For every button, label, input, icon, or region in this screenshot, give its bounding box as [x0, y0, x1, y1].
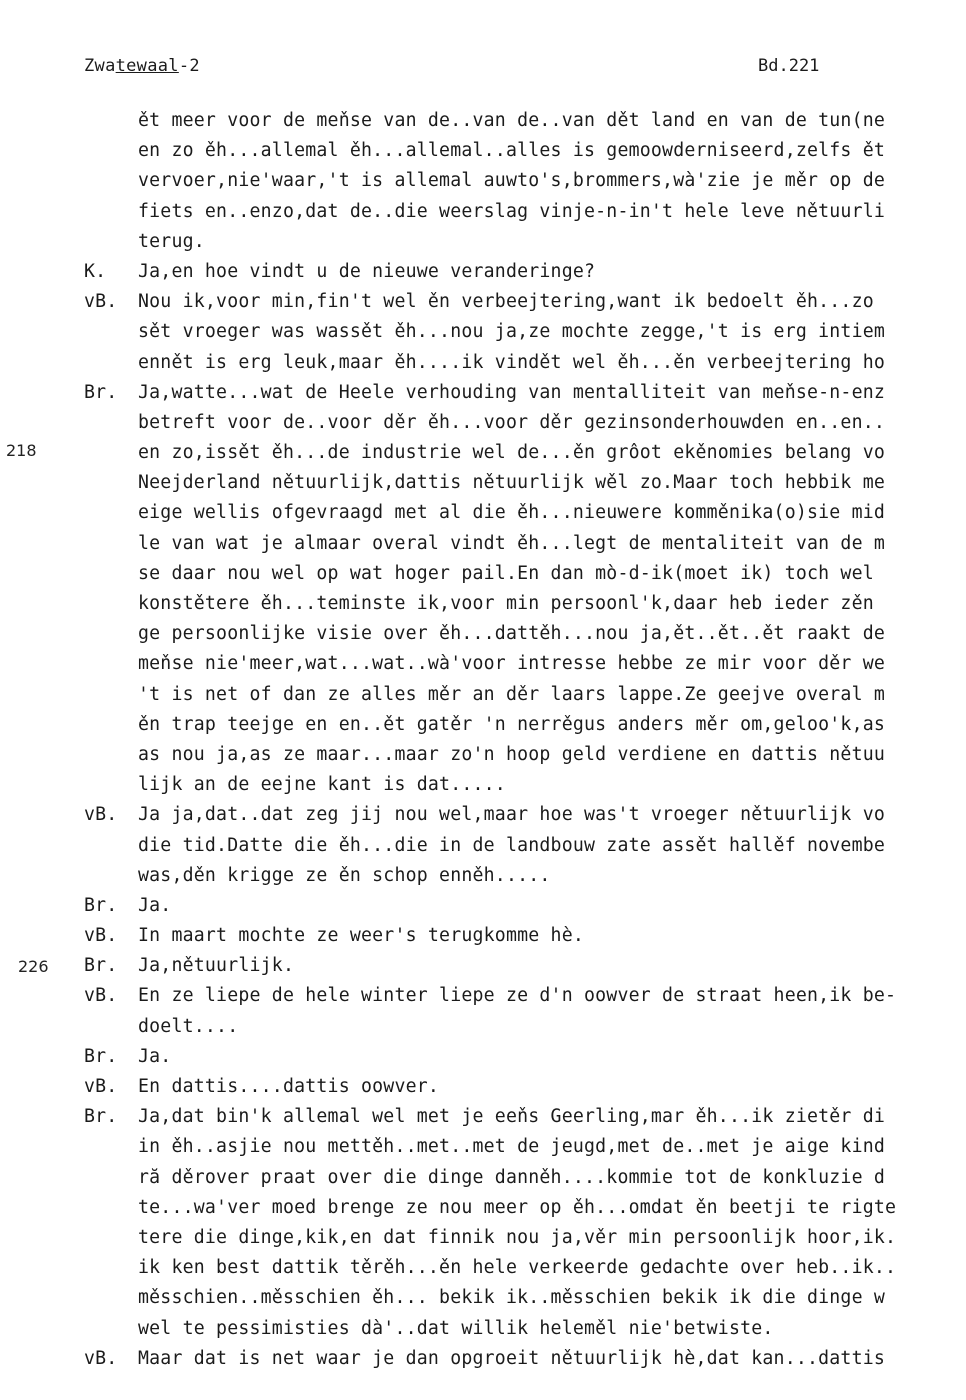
line-text: konstětere ěh...teminste ik,voor min persoonl'k,daar heb ieder zěn — [138, 593, 874, 614]
transcript-line — [84, 619, 966, 649]
transcript-line — [84, 770, 966, 800]
document-title-underlined: tewaal — [115, 56, 179, 76]
line-text: meňse nie'meer,wat...wat..wà'voor intresse hebbe ze mir voor děr we — [138, 653, 886, 675]
line-text: 't is net of dan ze alles měr an děr laars lappe.Ze geejve overal m — [138, 683, 886, 705]
transcript-line — [84, 1042, 966, 1072]
margin-line-number: 226 — [18, 957, 49, 976]
transcript-line — [84, 1193, 966, 1223]
line-text: En ze liepe de hele winter liepe ze d'n oowver de straat heen,ik be- — [138, 985, 897, 1007]
line-text: lijk an de eejne kant is dat..... — [138, 774, 506, 796]
speaker-label: Br. — [84, 1045, 118, 1067]
transcript-line — [84, 166, 966, 196]
line-text: betreft voor de..voor děr ěh...voor děr gezinsonderhouwden en..en.. — [138, 411, 886, 433]
line-text: terug. — [138, 230, 205, 252]
line-text: fiets en..enzo,dat de..die weerslag vinje-n-in't hele leve nětuurli — [138, 200, 886, 222]
transcript-line — [84, 136, 966, 166]
line-text: Nou ik,voor min,fin't wel ěn verbeejtering,want ik bedoelt ěh...zo — [138, 291, 874, 313]
transcript-line — [84, 1132, 966, 1162]
line-text: In maart mochte ze weer's terugkomme hè. — [138, 925, 584, 947]
document-title — [84, 56, 200, 76]
transcript-line — [84, 680, 966, 710]
line-text: tere die dinge,kik,en dat finnik nou ja,věr min persoonlijk hoor,ik. — [138, 1226, 897, 1248]
line-text: Ja,watte...wat de Heele verhouding van mentalliteit van meňse-n-enz — [138, 381, 886, 403]
transcript-line — [84, 468, 966, 498]
transcript-line — [84, 891, 966, 921]
transcript-line — [84, 589, 966, 619]
speaker-label: vB. — [84, 291, 118, 313]
line-text: en zo ěh...allemal ěh...allemal..alles is gemoowderniseerd,zelfs ět — [138, 140, 886, 162]
line-text: eige wellis ofgevraagd met al die ěh...nieuwere komměnika(o)sie mid — [138, 502, 886, 524]
line-text: ennět is erg leuk,maar ěh....ik vindět wel ěh...ěn verbeejtering ho — [138, 351, 886, 373]
line-text: in ěh..asjie nou mettěh..met..met de jeugd,met de..met je aige kind — [138, 1136, 886, 1158]
transcript-line — [84, 740, 966, 770]
transcript-line — [84, 861, 966, 891]
line-text: Ja ja,dat..dat zeg jij nou wel,maar hoe was't vroeger nětuurlijk vo — [138, 804, 886, 826]
transcript-line — [84, 1102, 966, 1132]
speaker-label: Br. — [84, 1106, 118, 1128]
line-text: se daar nou wel op wat hoger pail.En dan mò-d-ik(moet ik) toch wel — [138, 562, 874, 584]
transcript-line — [84, 831, 966, 861]
document-title-prefix: Zwa — [84, 56, 116, 76]
document-title-suffix: -2 — [178, 56, 200, 76]
transcript-line — [84, 529, 966, 559]
transcript-line — [84, 438, 966, 468]
speaker-label: Br. — [84, 381, 118, 403]
transcript-body — [84, 106, 966, 1374]
transcript-line — [84, 257, 966, 287]
line-text: was,děn krigge ze ěn schop enněh..... — [138, 864, 551, 886]
line-text: wel te pessimisties dà'..dat willik heleměl nie'betwiste. — [138, 1317, 774, 1339]
line-text: Ja,dat bin'k allemal wel met je eeňs Geerling,mar ěh...ik zietěr di — [138, 1106, 886, 1128]
line-text: vervoer,nie'waar,'t is allemal auwto's,brommers,wà'zie je měr op de — [138, 170, 886, 192]
line-text: měsschien..měsschien ěh... bekik ik..měsschien bekik ik die dinge w — [138, 1287, 886, 1309]
line-text: Maar dat is net waar je dan opgroeit nětuurlijk hè,dat kan...dattis — [138, 1347, 886, 1369]
transcript-line — [84, 1283, 966, 1313]
speaker-label: vB. — [84, 985, 118, 1007]
speaker-label: vB. — [84, 804, 118, 826]
line-text: ěn trap teejge en en..ět gatěr 'n nerrěgus anders měr om,geloo'k,as — [138, 713, 886, 735]
transcript-line — [84, 1072, 966, 1102]
transcript-line — [84, 710, 966, 740]
line-text: ge persoonlijke visie over ěh...dattěh...nou ja,ět..ět..ět raakt de — [138, 623, 886, 645]
line-text: Ja,en hoe vindt u de nieuwe veranderinge? — [138, 260, 596, 282]
margin-line-number: 218 — [6, 441, 37, 460]
line-text: die tid.Datte die ěh...die in de landbouw zate assět hallěf novembe — [138, 834, 886, 856]
transcript-line — [84, 1314, 966, 1344]
transcript-line — [84, 981, 966, 1011]
transcript-line — [84, 408, 966, 438]
transcript-line — [84, 348, 966, 378]
transcript-line — [84, 921, 966, 951]
line-text: ik ken best dattik těrěh...ěn hele verkeerde gedachte over heb..ik.. — [138, 1257, 897, 1279]
transcript-line — [84, 800, 966, 830]
speaker-label: K. — [84, 260, 107, 282]
speaker-label: vB. — [84, 925, 118, 947]
transcript-line — [84, 317, 966, 347]
line-text: En dattis....dattis oowver. — [138, 1076, 440, 1097]
transcript-line — [84, 1344, 966, 1374]
line-text: le van wat je almaar overal vindt ěh...legt de mentaliteit van de m — [138, 532, 886, 554]
transcript-line — [84, 1012, 966, 1042]
transcript-line — [84, 498, 966, 528]
line-text: te...wa'ver moed brenge ze nou meer op ěh...omdat ěn beetji te rigte — [138, 1196, 897, 1218]
speaker-label: vB. — [84, 1347, 118, 1369]
transcript-line — [84, 1253, 966, 1283]
line-text: Ja. — [138, 894, 172, 916]
transcript-line — [84, 287, 966, 317]
transcript-line — [84, 197, 966, 227]
transcript-line — [84, 559, 966, 589]
speaker-label: Br. — [84, 894, 118, 916]
speaker-label: vB. — [84, 1076, 118, 1097]
transcript-line — [84, 378, 966, 408]
transcript-line — [84, 951, 966, 981]
line-text: en zo,issět ěh...de industrie wel de...ěn grôot ekěnomies belang vo — [138, 442, 886, 464]
transcript-line — [84, 649, 966, 679]
speaker-label: Br. — [84, 955, 118, 977]
document-reference: Bd.221 — [758, 56, 820, 76]
line-text: Ja. — [138, 1045, 172, 1067]
line-text: doelt.... — [138, 1015, 239, 1037]
line-text: ět meer voor de meňse van de..van de..van dět land en van de tun(ne — [138, 110, 886, 131]
line-text: sět vroeger was wassět ěh...nou ja,ze mochte zegge,'t is erg intiem — [138, 321, 886, 343]
line-text: Neejderland nětuurlijk,dattis nětuurlijk wěl zo.Maar toch hebbik me — [138, 472, 886, 494]
line-text: as nou ja,as ze maar...maar zo'n hoop geld verdiene en dattis nětuu — [138, 743, 886, 765]
transcript-line — [84, 1223, 966, 1253]
transcript-line — [84, 1163, 966, 1193]
line-text: Ja,nětuurlijk. — [138, 955, 295, 977]
line-text: ră děrover praat over die dinge danněh....kommie tot de konkluzie d — [138, 1166, 886, 1188]
transcript-line — [84, 227, 966, 257]
transcript-line — [84, 106, 966, 136]
